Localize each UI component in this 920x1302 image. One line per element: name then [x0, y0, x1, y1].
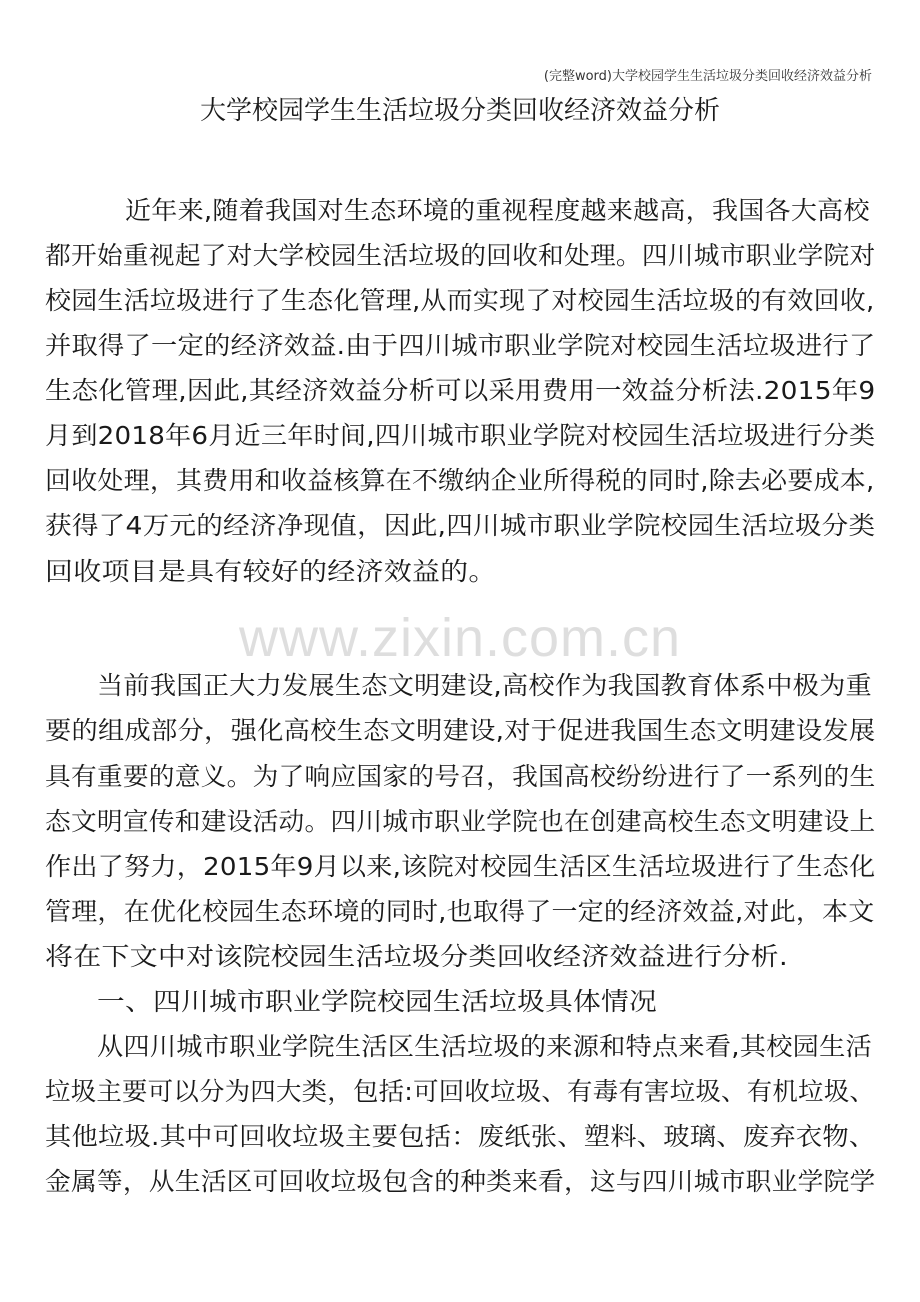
paragraph-line: 月到2018年6月近三年时间,四川城市职业学院对校园生活垃圾进行分类: [45, 421, 876, 450]
paragraph-line: 垃圾主要可以分为四大类，包括:可回收垃圾、有毒有害垃圾、有机垃圾、: [45, 1077, 876, 1106]
section-heading: 一、四川城市职业学院校园生活垃圾具体情况: [97, 987, 658, 1016]
watermark: www.zixin.com.cn: [238, 608, 682, 668]
paragraph-line: 生态化管理,因此,其经济效益分析可以采用费用一效益分析法.2015年9: [45, 376, 876, 405]
paragraph-line: 具有重要的意义。为了响应国家的号召，我国高校纷纷进行了一系列的生: [45, 762, 876, 791]
paragraph-line: 校园生活垃圾进行了生态化管理,从而实现了对校园生活垃圾的有效回收,: [45, 286, 875, 315]
paragraph-line: 并取得了一定的经济效益.由于四川城市职业学院对校园生活垃圾进行了: [45, 331, 876, 360]
paragraph-line: 回收处理，其费用和收益核算在不缴纳企业所得税的同时,除去必要成本,: [45, 466, 875, 495]
document-title: 大学校园学生生活垃圾分类回收经济效益分析: [199, 96, 720, 126]
paragraph-line: 金属等，从生活区可回收垃圾包含的种类来看，这与四川城市职业学院学: [45, 1167, 876, 1196]
paragraph-line: 当前我国正大力发展生态文明建设,高校作为我国教育体系中极为重: [97, 671, 872, 700]
paragraph-line: 获得了4万元的经济净现值，因此,四川城市职业学院校园生活垃圾分类: [45, 511, 876, 540]
paragraph-line: 管理，在优化校园生态环境的同时,也取得了一定的经济效益,对此，本文: [45, 897, 875, 926]
running-header: (完整word)大学校园学生生活垃圾分类回收经济效益分析: [543, 69, 872, 84]
paragraph-line: 近年来,随着我国对生态环境的重视程度越来越高，我国各大高校: [125, 196, 870, 225]
paragraph-line: 作出了努力，2015年9月以来,该院对校园生活区生活垃圾进行了生态化: [45, 852, 876, 881]
paragraph-line: 将在下文中对该院校园生活垃圾分类回收经济效益进行分析.: [45, 942, 788, 971]
paragraph-line: 回收项目是具有较好的经济效益的。: [45, 557, 497, 586]
paragraph-line: 从四川城市职业学院生活区生活垃圾的来源和特点来看,其校园生活: [97, 1032, 872, 1061]
paragraph-line: 都开始重视起了对大学校园生活垃圾的回收和处理。四川城市职业学院对: [45, 241, 876, 270]
paragraph-line: 其他垃圾.其中可回收垃圾主要包括：废纸张、塑料、玻璃、废弃衣物、: [45, 1122, 876, 1151]
paragraph-line: 态文明宣传和建设活动。四川城市职业学院也在创建高校生态文明建设上: [45, 807, 876, 836]
paragraph-line: 要的组成部分，强化高校生态文明建设,对于促进我国生态文明建设发展: [45, 716, 876, 745]
